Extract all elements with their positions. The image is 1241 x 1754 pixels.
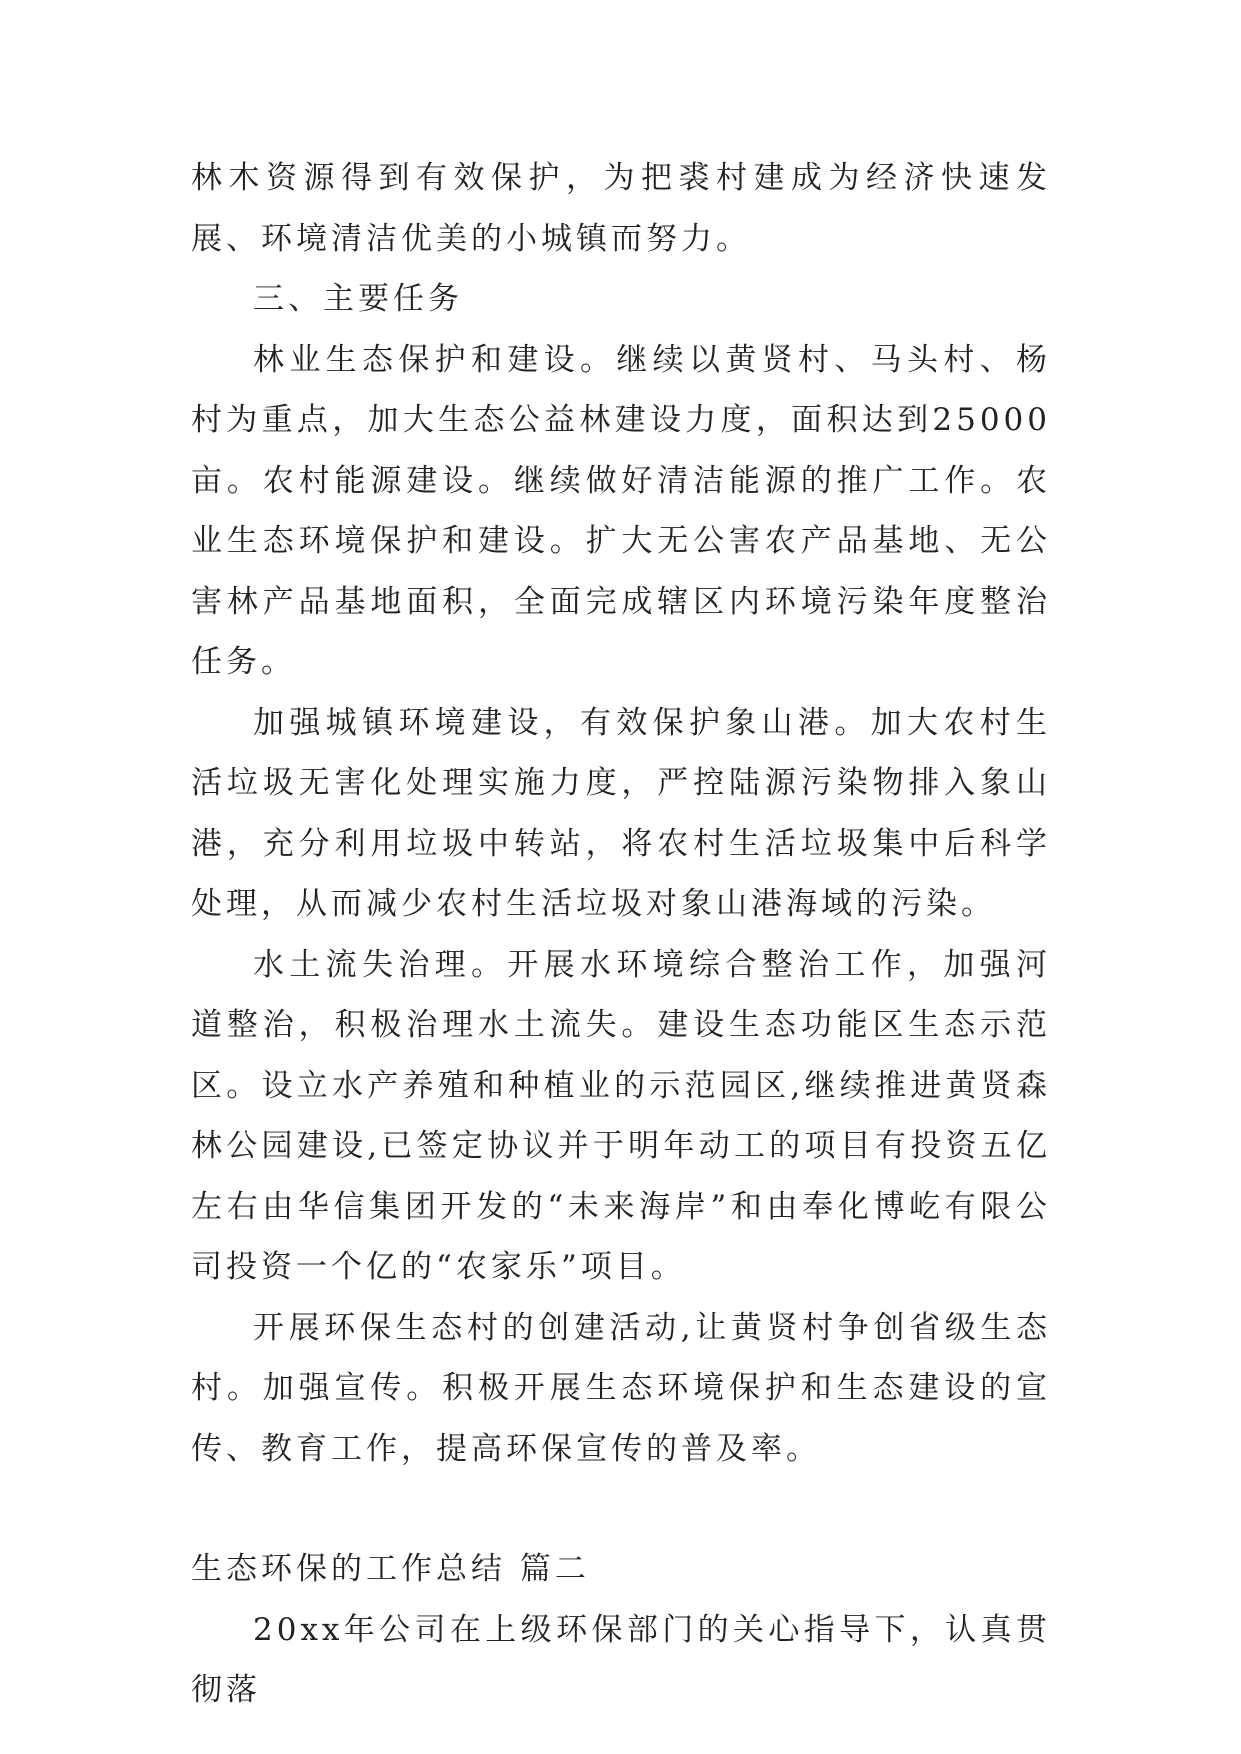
paragraph-forestry: 林业生态保护和建设。继续以黄贤村、马头村、杨村为重点，加大生态公益林建设力度，面积达到25000亩。农村能源建设。继续做好清洁能源的推广工作。农业生态环境保护和建设。扩大无公害农产品基地、无公害林产品基地面积，全面完成辖区内环境污染年度整治任务。 [191, 341, 1051, 680]
paragraph-continuation: 林木资源得到有效保护，为把裘村建成为经济快速发展、环境清洁优美的小城镇而努力。 [191, 160, 1051, 257]
section-heading: 生态环保的工作总结 篇二 [191, 1551, 590, 1587]
document-page [191, 148, 1051, 1721]
paragraph-soil-erosion: 水土流失治理。开展水环境综合整治工作，加强河道整治，积极治理水土流失。建设生态功能区生态示范区。设立水产养殖和种植业的示范园区,继续推进黄贤森林公园建设,已签定协议并于明年动工的项目有投资五亿左右由华信集团开发的“未来海岸”和由奉化博屹有限公司投资一个亿的“农家乐”项目。 [191, 946, 1051, 1285]
paragraph-eco-village: 开展环保生态村的创建活动,让黄贤村争创省级生态村。加强宣传。积极开展生态环境保护和生态建设的宣传、教育工作，提高环保宣传的普及率。 [191, 1309, 1051, 1467]
paragraph-town-environment: 加强城镇环境建设，有效保护象山港。加大农村生活垃圾无害化处理实施力度，严控陆源污染物排入象山港，充分利用垃圾中转站，将农村生活垃圾集中后科学处理，从而减少农村生活垃圾对象山港海域的污染。 [191, 704, 1051, 922]
paragraph-intro: 20xx年公司在上级环保部门的关心指导下，认真贯彻落 [191, 1611, 1051, 1708]
section-subheading: 三、主要任务 [253, 281, 463, 317]
section-gap [191, 1479, 1051, 1539]
